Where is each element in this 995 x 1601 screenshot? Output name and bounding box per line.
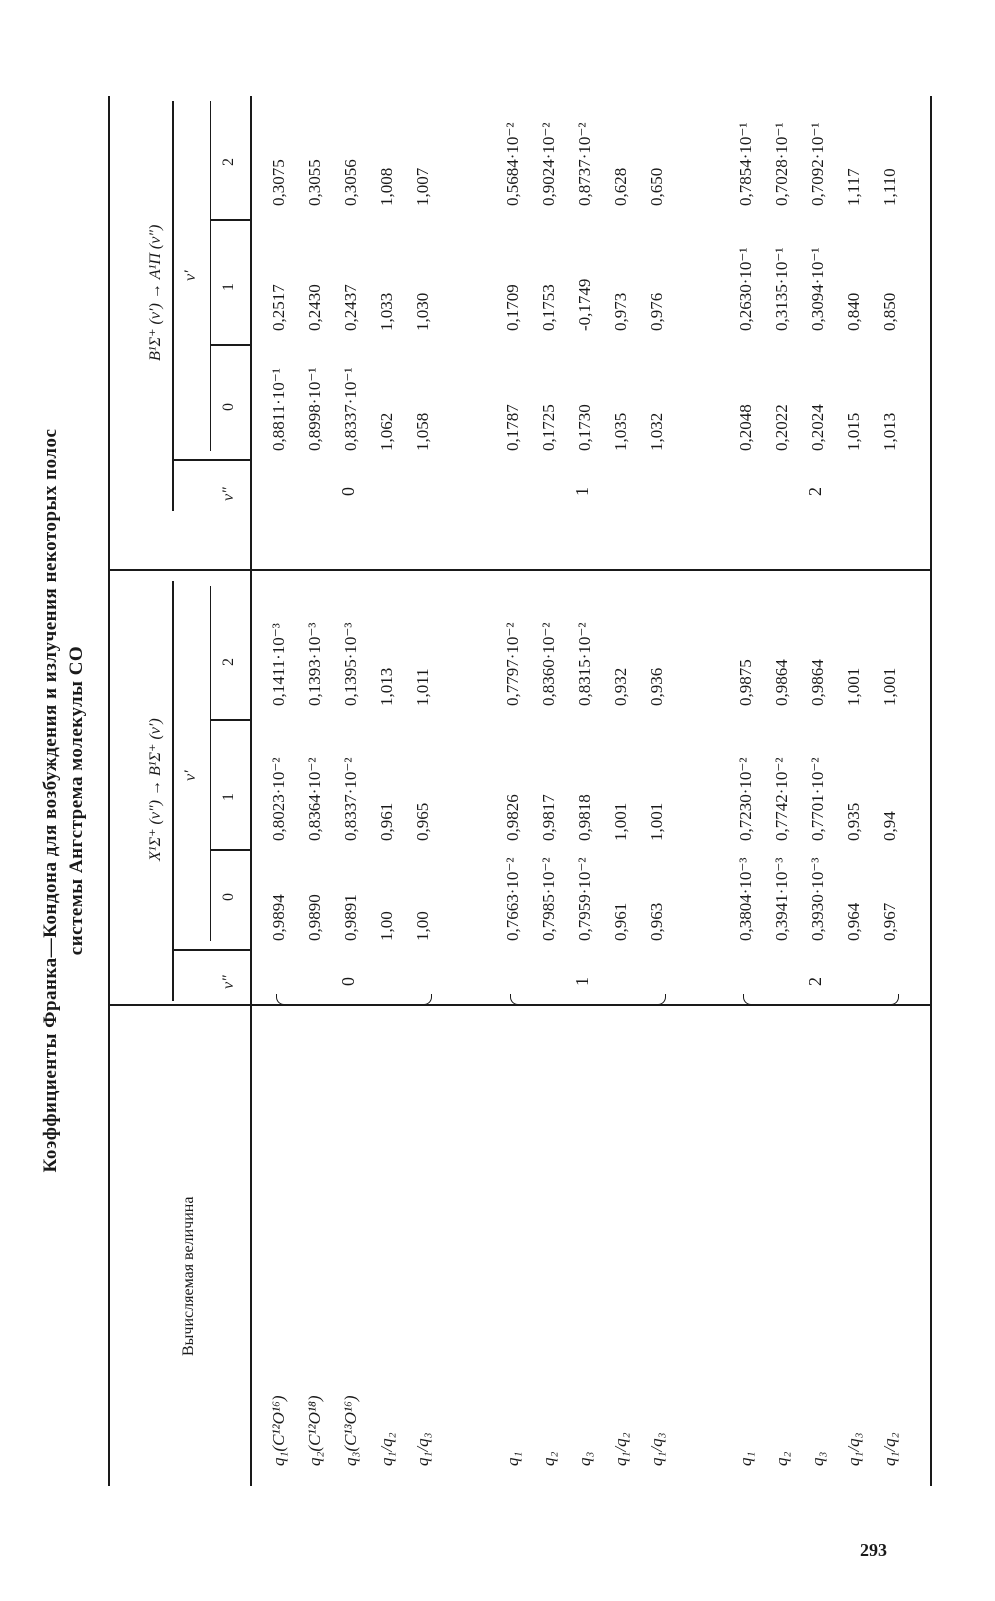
- g2-value-cell: 0,1725: [539, 404, 558, 451]
- g1-value-cell: 0,7230·10⁻²: [736, 757, 755, 841]
- g2-value-cell: 1,032: [647, 412, 666, 451]
- g2-value-cell: 0,7092·10⁻¹: [808, 122, 827, 206]
- row-label: q₁/q₂: [377, 1432, 396, 1466]
- row-label: q₁/q₃: [844, 1432, 863, 1466]
- g2-value-cell: 0,628: [611, 167, 630, 206]
- g1-value-cell: 0,8023·10⁻²: [269, 757, 288, 841]
- header-g2-vpp: v″: [220, 487, 237, 501]
- vline-g1c0: [210, 850, 250, 852]
- g2-value-cell: 1,013: [880, 412, 899, 451]
- g2-value-cell: 0,8337·10⁻¹: [341, 367, 360, 451]
- g1-value-cell: 0,961: [611, 902, 630, 941]
- g2-value-cell: 0,7028·10⁻¹: [772, 122, 791, 206]
- g2-value-cell: 0,7854·10⁻¹: [736, 122, 755, 206]
- g1-value-cell: 0,7959·10⁻²: [575, 857, 594, 941]
- g1-value-cell: 0,1411·10⁻³: [269, 623, 288, 706]
- g1-value-cell: 0,8337·10⁻²: [341, 757, 360, 841]
- g2-value-cell: 1,007: [413, 167, 432, 206]
- g2-value-cell: 0,3135·10⁻¹: [772, 247, 791, 331]
- g1-value-cell: 0,9864: [772, 659, 791, 706]
- g2-vpp-value: 0: [338, 487, 358, 496]
- g2-value-cell: 1,033: [377, 292, 396, 331]
- vline-after-g2vpp: [172, 460, 250, 462]
- group2-vp-rule: [210, 101, 211, 451]
- vline-g2c0: [210, 345, 250, 347]
- g1-value-cell: 0,935: [844, 802, 863, 841]
- header-g1-col-1: 1: [220, 793, 237, 801]
- g2-value-cell: 1,117: [844, 168, 863, 206]
- g2-value-cell: 0,2630·10⁻¹: [736, 247, 755, 331]
- g1-value-cell: 0,3930·10⁻³: [808, 857, 827, 941]
- row-label: q₁/q₃: [647, 1432, 666, 1466]
- g1-value-cell: 0,8364·10⁻²: [305, 757, 324, 841]
- header-group1: X¹Σ⁺ (v″) → B¹Σ⁺ (v′): [147, 718, 164, 861]
- table-bottom-rule: [930, 96, 932, 1486]
- row-label: q₂: [539, 1451, 558, 1466]
- g1-value-cell: 0,7742·10⁻²: [772, 757, 791, 841]
- g2-value-cell: 0,1709: [503, 284, 522, 331]
- row-label: q₃(C¹³O¹⁶): [341, 1395, 360, 1466]
- g1-value-cell: 1,001: [880, 667, 899, 706]
- g1-value-cell: 0,9817: [539, 794, 558, 841]
- g2-value-cell: 1,110: [880, 168, 899, 206]
- g1-value-cell: 0,1393·10⁻³: [305, 622, 324, 706]
- g2-value-cell: 0,850: [880, 292, 899, 331]
- vline-between-groups: [108, 570, 930, 572]
- g2-value-cell: 0,2430: [305, 284, 324, 331]
- row-group-brace: [743, 994, 899, 1005]
- g1-vpp-value: 0: [338, 977, 358, 986]
- page-number: 293: [860, 1540, 887, 1560]
- group1-header-rule: [172, 581, 174, 1001]
- g1-value-cell: 0,7797·10⁻²: [503, 622, 522, 706]
- table-title-line2: системы Ангстрема молекулы СО: [66, 645, 87, 956]
- g2-value-cell: 0,840: [844, 292, 863, 331]
- g2-value-cell: 0,973: [611, 292, 630, 331]
- g2-value-cell: -0,1749: [575, 278, 594, 331]
- vline-after-g1vpp: [172, 950, 250, 952]
- g1-value-cell: 0,7701·10⁻²: [808, 757, 827, 841]
- g1-value-cell: 0,9894: [269, 894, 288, 941]
- g2-value-cell: 0,8998·10⁻¹: [305, 367, 324, 451]
- header-g2-col-0: 0: [220, 403, 237, 411]
- g1-value-cell: 0,9875: [736, 659, 755, 706]
- g2-value-cell: 1,008: [377, 167, 396, 206]
- g1-value-cell: 0,963: [647, 902, 666, 941]
- g2-value-cell: 0,2022: [772, 404, 791, 451]
- row-label: q₃: [575, 1451, 594, 1466]
- row-label: q₁/q₂: [611, 1432, 630, 1466]
- g2-value-cell: 0,8811·10⁻¹: [269, 368, 288, 451]
- header-group2: B¹Σ⁺ (v′) → A¹Π (v″): [147, 224, 164, 361]
- header-g2-col-2: 2: [220, 158, 237, 166]
- g1-value-cell: 0,967: [880, 902, 899, 941]
- g1-value-cell: 0,94: [880, 811, 899, 841]
- g2-value-cell: 0,3055: [305, 159, 324, 206]
- g1-value-cell: 0,8315·10⁻²: [575, 622, 594, 706]
- g2-value-cell: 0,3056: [341, 159, 360, 206]
- row-group-brace: [276, 994, 432, 1005]
- g2-value-cell: 0,2517: [269, 284, 288, 331]
- g1-value-cell: 0,9826: [503, 794, 522, 841]
- row-label: q₁(C¹²O¹⁶): [269, 1395, 288, 1466]
- g1-value-cell: 0,961: [377, 802, 396, 841]
- vline-g2c1: [210, 220, 250, 222]
- g1-value-cell: 1,001: [611, 802, 630, 841]
- g1-value-cell: 0,965: [413, 802, 432, 841]
- header-g1-vp: v′: [182, 770, 199, 781]
- g1-value-cell: 0,9891: [341, 894, 360, 941]
- g1-value-cell: 0,9890: [305, 894, 324, 941]
- g1-value-cell: 0,964: [844, 902, 863, 941]
- row-label: q₂: [772, 1451, 791, 1466]
- g1-vpp-value: 2: [805, 977, 825, 986]
- g2-value-cell: 1,062: [377, 412, 396, 451]
- g2-value-cell: 0,5684·10⁻²: [503, 122, 522, 206]
- g1-value-cell: 1,00: [413, 911, 432, 941]
- g1-value-cell: 1,001: [844, 667, 863, 706]
- g1-value-cell: 0,7985·10⁻²: [539, 857, 558, 941]
- g2-value-cell: 0,2024: [808, 404, 827, 451]
- header-g1-vpp: v″: [220, 975, 237, 989]
- g2-value-cell: 0,3094·10⁻¹: [808, 247, 827, 331]
- g1-value-cell: 1,001: [647, 802, 666, 841]
- g2-value-cell: 0,2437: [341, 284, 360, 331]
- g2-value-cell: 0,9024·10⁻²: [539, 122, 558, 206]
- g2-vpp-value: 2: [805, 487, 825, 496]
- group1-vp-rule: [210, 586, 211, 941]
- g1-value-cell: 0,3941·10⁻³: [772, 857, 791, 941]
- row-label: q₁: [736, 1451, 755, 1466]
- row-label: q₁: [503, 1451, 522, 1466]
- group2-header-rule: [172, 101, 174, 511]
- g1-value-cell: 0,932: [611, 667, 630, 706]
- g2-value-cell: 1,058: [413, 412, 432, 451]
- g2-value-cell: 0,3075: [269, 159, 288, 206]
- g1-value-cell: 1,013: [377, 667, 396, 706]
- g1-value-cell: 1,00: [377, 911, 396, 941]
- g2-value-cell: 1,030: [413, 292, 432, 331]
- header-g1-col-0: 0: [220, 893, 237, 901]
- table-title-line1: Коэффициенты Франка—Кондона для возбуждения и излучения некоторых полос: [40, 428, 61, 1173]
- g1-vpp-value: 1: [572, 977, 592, 986]
- header-g1-col-2: 2: [220, 658, 237, 666]
- vline-g1c1: [210, 720, 250, 722]
- row-label: q₁/q₃: [413, 1432, 432, 1466]
- header-g2-col-1: 1: [220, 283, 237, 291]
- header-quantity: Вычисляемая величина: [180, 1196, 197, 1356]
- g2-value-cell: 0,1730: [575, 404, 594, 451]
- g2-value-cell: 0,650: [647, 167, 666, 206]
- g2-value-cell: 0,1753: [539, 284, 558, 331]
- g1-value-cell: 0,9818: [575, 794, 594, 841]
- table-top-rule: [108, 96, 110, 1486]
- g1-value-cell: 0,7663·10⁻²: [503, 857, 522, 941]
- g1-value-cell: 0,936: [647, 667, 666, 706]
- g1-value-cell: 0,3804·10⁻³: [736, 857, 755, 941]
- g2-value-cell: 1,035: [611, 412, 630, 451]
- g1-value-cell: 0,1395·10⁻³: [341, 622, 360, 706]
- g1-value-cell: 0,8360·10⁻²: [539, 622, 558, 706]
- g2-vpp-value: 1: [572, 487, 592, 496]
- row-group-brace: [510, 994, 666, 1005]
- g2-value-cell: 0,2048: [736, 404, 755, 451]
- table-header-rule: [250, 96, 252, 1486]
- row-label: q₂(C¹²O¹⁸): [305, 1395, 324, 1466]
- g2-value-cell: 0,8737·10⁻²: [575, 122, 594, 206]
- g2-value-cell: 0,976: [647, 292, 666, 331]
- header-g2-vp: v′: [182, 270, 199, 281]
- g1-value-cell: 0,9864: [808, 659, 827, 706]
- g2-value-cell: 1,015: [844, 412, 863, 451]
- row-label: q₁/q₂: [880, 1432, 899, 1466]
- g1-value-cell: 1,011: [413, 668, 432, 706]
- g2-value-cell: 0,1787: [503, 404, 522, 451]
- row-label: q₃: [808, 1451, 827, 1466]
